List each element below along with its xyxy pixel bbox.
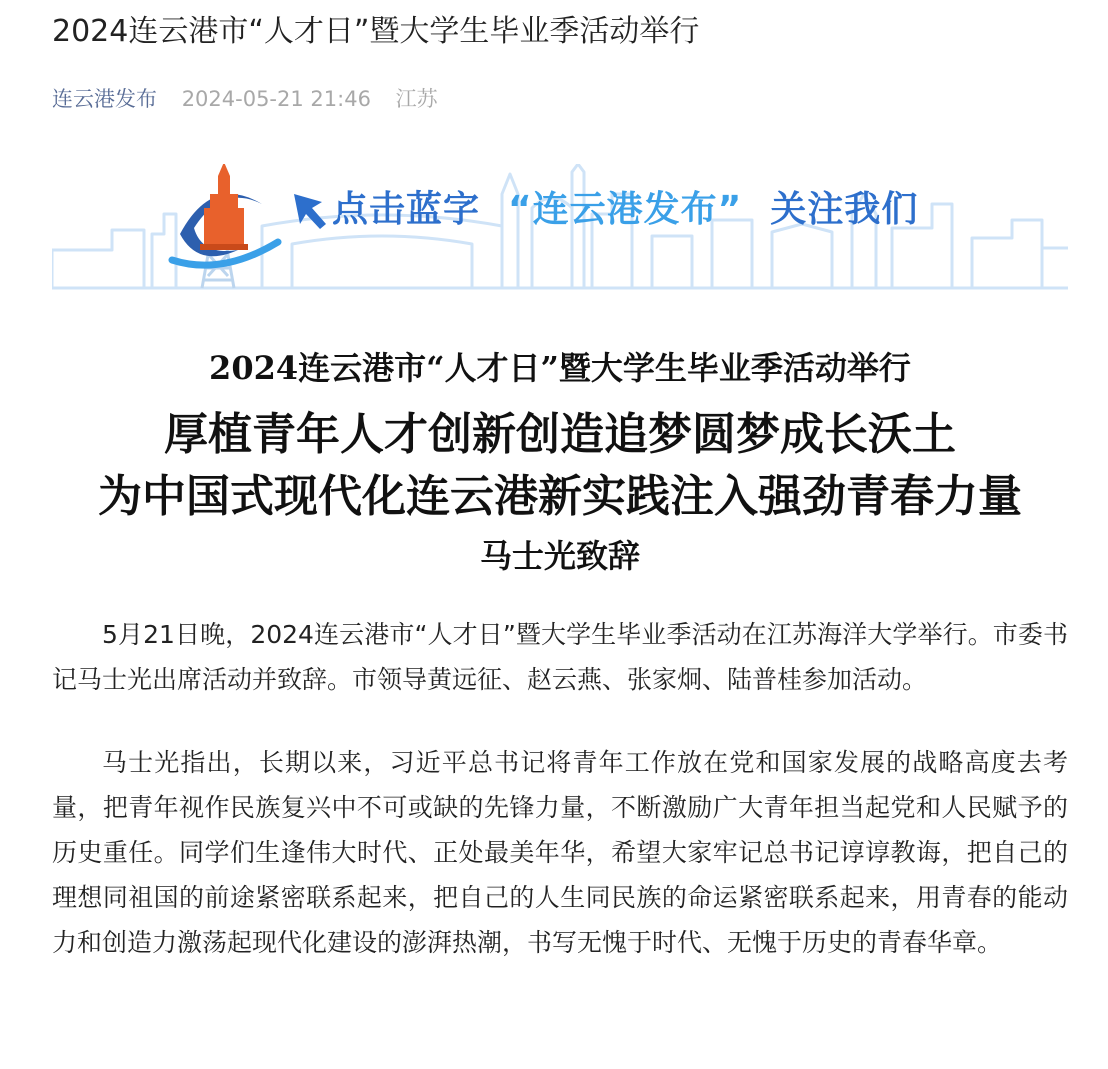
headline-block [52,342,1068,582]
banner-account-text: “连云港发布” [508,189,743,230]
body-paragraph-1: 5月21日晚，2024连云港市“人才日”暨大学生毕业季活动在江苏海洋大学举行。市委书记马士光出席活动并致辞。市领导黄远征、赵云燕、张家炯、陆普桂参加活动。 [52,620,1068,694]
publish-region: 江苏 [395,87,438,111]
account-name-link[interactable]: 连云港发布 [52,87,157,111]
publish-time: 2024-05-21 21:46 [181,87,371,111]
banner-click-text: 点击蓝字 [332,189,481,230]
body-paragraph-2: 马士光指出，长期以来，习近平总书记将青年工作放在党和国家发展的战略高度去考量，把青年视作民族复兴中不可或缺的先锋力量，不断激励广大青年担当起党和人民赋予的历史重任。同学们生逢伟大时代、正处最美年华，希望大家牢记总书记谆谆教诲，把自己的理想同祖国的前途紧密联系起来，把自己的人生同民族的命运紧密联系起来，用青春的能动力和创造力激荡起现代化建设的澎湃热潮，书写无愧于时代、无愧于历史的青春华章。 [52,748,1068,957]
follow-banner[interactable] [52,164,1068,304]
headline-main-1: 厚植青年人才创新创造追梦圆梦成长沃土 [164,409,956,460]
banner-follow-text: 关注我们 [770,189,919,230]
headline-event: 2024连云港市“人才日”暨大学生毕业季活动举行 [209,349,911,387]
city-logo-icon [172,164,278,265]
follow-banner-text [332,184,946,236]
headline-main-2: 为中国式现代化连云港新实践注入强劲青春力量 [98,471,1022,522]
article [52,0,1068,965]
arrow-up-left-icon [292,192,328,230]
article-meta [52,82,1068,116]
article-title: 2024连云港市“人才日”暨大学生毕业季活动举行 [52,14,700,49]
headline-speaker: 马士光致辞 [479,537,640,575]
